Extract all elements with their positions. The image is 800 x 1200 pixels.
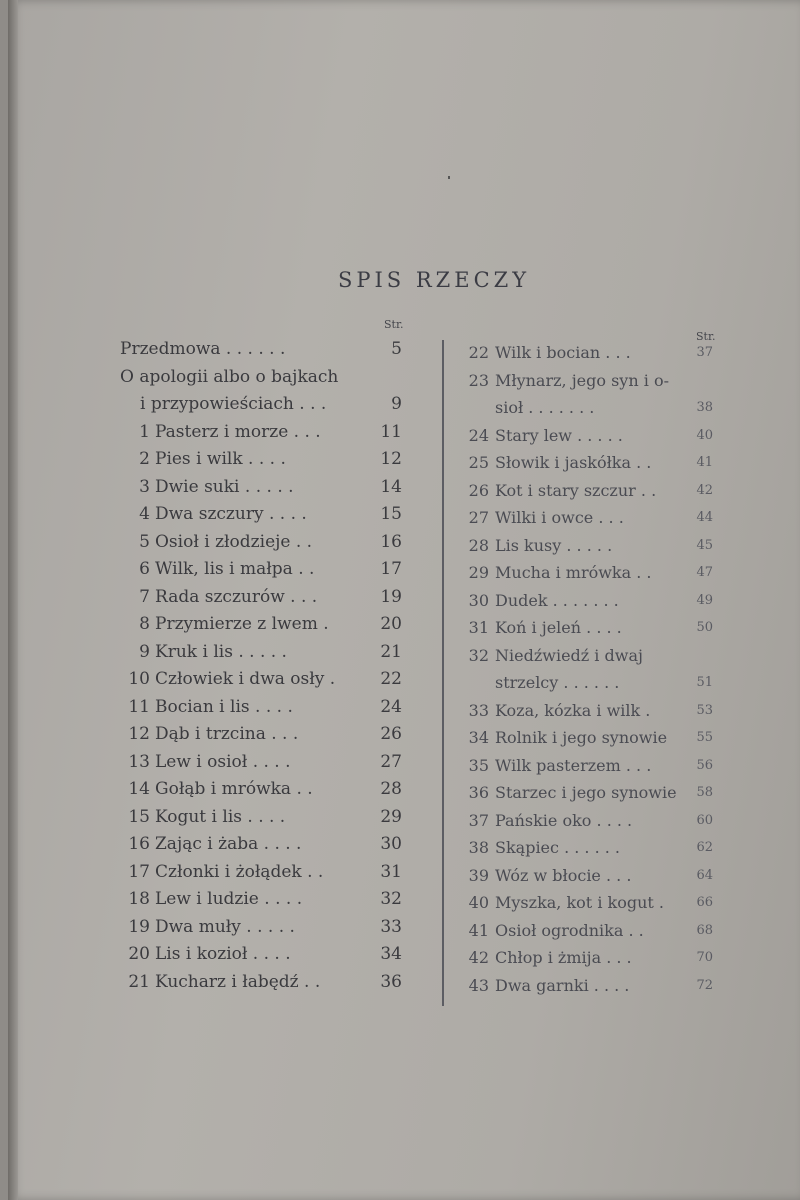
entry-page-number: 45 <box>696 537 713 553</box>
entry-title: i przypowieściach . . . <box>140 394 327 414</box>
entry-title: Lew i osioł . . . . <box>155 751 291 772</box>
entry-title: Przymierze z lwem . <box>155 614 329 634</box>
entry-title: Pasterz i morze . . . <box>155 421 321 442</box>
entry-title: Dąb i trzcina . . . <box>155 724 299 744</box>
toc-entry <box>120 639 402 667</box>
toc-entry <box>120 914 402 942</box>
entry-page-number: 15 <box>380 504 402 524</box>
entry-page-number: 17 <box>380 559 402 579</box>
toc-entry <box>463 449 713 477</box>
entry-number: 29 <box>468 563 489 582</box>
entry-number: 33 <box>468 700 489 720</box>
toc-entry <box>120 584 402 612</box>
entry-number: 13 <box>128 751 150 772</box>
entry-page-number: 33 <box>380 916 402 937</box>
entry-title: Niedźwiedź i dwaj <box>495 645 643 665</box>
toc-entry <box>463 862 713 890</box>
entry-page-number: 37 <box>696 345 713 360</box>
entry-number: 40 <box>468 893 489 912</box>
entry-number: 12 <box>128 724 150 744</box>
entry-page-number: 31 <box>380 861 402 882</box>
entry-page-number: 24 <box>380 696 402 717</box>
paper-speck <box>448 176 450 179</box>
entry-title: Człowiek i dwa osły . <box>155 669 336 689</box>
entry-title: Zając i żaba . . . . <box>155 834 302 854</box>
entry-page-number: 28 <box>380 779 402 799</box>
entry-title: Pies i wilk . . . . <box>155 449 286 469</box>
entry-page-number: 19 <box>380 586 402 607</box>
entry-page-number: 49 <box>696 592 713 608</box>
entry-title: Lis i kozioł . . . . <box>155 944 291 964</box>
entry-number: 6 <box>139 559 150 579</box>
left-str-label: Str. <box>384 318 404 331</box>
entry-title: Rolnik i jego synowie <box>495 728 668 747</box>
entry-page-number: 56 <box>696 757 713 773</box>
page-title: SPIS RZECZY <box>338 268 531 292</box>
book-page <box>8 0 800 1200</box>
toc-entry <box>120 391 402 419</box>
toc-entry <box>120 446 402 474</box>
toc-entry <box>120 749 402 777</box>
toc-entry <box>120 611 402 639</box>
entry-title: Wilk pasterzem . . . <box>495 755 652 775</box>
toc-entry <box>120 721 402 749</box>
entry-title: Wóz w błocie . . . <box>495 865 632 885</box>
entry-number: 20 <box>128 944 150 964</box>
entry-title: Dwa szczury . . . . <box>155 504 307 524</box>
entry-page-number: 64 <box>696 867 713 883</box>
entry-number: 9 <box>139 641 150 662</box>
entry-number: 11 <box>128 696 150 717</box>
entry-page-number: 22 <box>380 669 402 689</box>
entry-title: Gołąb i mrówka . . <box>155 779 313 799</box>
entry-page-number: 27 <box>380 751 402 772</box>
entry-number: 23 <box>468 370 489 390</box>
toc-entry <box>463 559 713 587</box>
entry-number: 24 <box>468 425 489 445</box>
entry-page-number: 36 <box>380 971 402 992</box>
toc-entry <box>120 336 402 364</box>
entry-title: Lew i ludzie . . . . <box>155 889 303 909</box>
entry-title: Słowik i jaskółka . . <box>495 453 652 472</box>
entry-number: 16 <box>128 834 150 854</box>
toc-entry <box>120 419 402 447</box>
toc-entry <box>463 587 713 615</box>
entry-number: 37 <box>468 810 489 830</box>
entry-title: Kucharz i łabędź . . <box>155 971 321 992</box>
entry-number: 3 <box>139 476 150 497</box>
entry-title: Wilki i owce . . . <box>495 508 624 527</box>
toc-entry <box>463 697 713 725</box>
entry-page-number: 40 <box>696 427 713 443</box>
toc-entry <box>120 529 402 557</box>
entry-title: Rada szczurów . . . <box>155 586 318 607</box>
toc-entry <box>463 807 713 835</box>
entry-title: Przedmowa . . . . . . <box>120 339 286 359</box>
entry-page-number: 26 <box>380 724 402 744</box>
toc-entry <box>120 364 339 392</box>
entry-page-number: 11 <box>380 421 402 442</box>
entry-page-number: 41 <box>696 455 713 470</box>
entry-page-number: 53 <box>696 702 713 718</box>
entry-number: 21 <box>128 971 150 992</box>
entry-number: 42 <box>468 948 489 967</box>
entry-title: strzelcy . . . . . . <box>495 673 620 692</box>
entry-title: Dwie suki . . . . . <box>155 476 294 497</box>
entry-title: sioł . . . . . . . <box>495 398 595 417</box>
entry-number: 8 <box>139 614 150 634</box>
entry-number: 28 <box>468 535 489 555</box>
toc-entry <box>463 752 713 780</box>
toc-entry <box>463 394 713 422</box>
entry-number: 39 <box>468 865 489 885</box>
toc-entry <box>120 969 402 997</box>
entry-number: 31 <box>468 618 489 637</box>
entry-title: Członki i żołądek . . <box>155 861 324 882</box>
entry-number: 35 <box>468 755 489 775</box>
entry-title: Koń i jeleń . . . . <box>495 618 622 637</box>
toc-entry <box>120 666 402 694</box>
entry-page-number: 21 <box>380 641 402 662</box>
entry-title: Dwa garnki . . . . <box>495 975 630 995</box>
entry-title: Dudek . . . . . . . <box>495 590 619 610</box>
toc-entry <box>463 972 713 1000</box>
entry-page-number: 58 <box>696 785 713 800</box>
entry-title: Dwa muły . . . . . <box>155 916 295 937</box>
entry-page-number: 62 <box>696 840 713 855</box>
entry-page-number: 16 <box>380 531 402 552</box>
entry-title: Młynarz, jego syn i o- <box>495 370 669 390</box>
entry-number: 7 <box>139 586 150 607</box>
toc-entry <box>120 501 402 529</box>
toc-entry <box>120 941 402 969</box>
entry-page-number: 50 <box>696 620 713 635</box>
toc-entry <box>120 694 402 722</box>
page-edge <box>8 0 18 1200</box>
entry-title: Stary lew . . . . . <box>495 425 623 445</box>
toc-left-column <box>120 336 402 996</box>
entry-title: Kruk i lis . . . . . <box>155 641 287 662</box>
entry-title: Lis kusy . . . . . <box>495 535 613 555</box>
entry-title: Osioł ogrodnika . . <box>495 920 644 940</box>
entry-page-number: 14 <box>380 476 402 497</box>
toc-entry <box>463 889 713 917</box>
entry-title: Osioł i złodzieje . . <box>155 531 313 552</box>
entry-page-number: 32 <box>380 889 402 909</box>
toc-entry <box>463 834 713 862</box>
toc-entry <box>463 367 669 395</box>
entry-page-number: 34 <box>380 944 402 964</box>
entry-page-number: 55 <box>696 730 713 745</box>
entry-page-number: 66 <box>696 895 713 910</box>
entry-number: 41 <box>468 920 489 940</box>
entry-number: 1 <box>139 421 150 442</box>
toc-entry <box>120 804 402 832</box>
entry-number: 4 <box>139 504 150 524</box>
entry-title: Chłop i żmija . . . <box>495 948 632 967</box>
entry-number: 34 <box>468 728 489 747</box>
toc-entry <box>463 614 713 642</box>
entry-number: 19 <box>128 916 150 937</box>
entry-page-number: 38 <box>696 400 713 415</box>
toc-right-column <box>463 339 713 999</box>
entry-number: 17 <box>128 861 150 882</box>
entry-title: Mucha i mrówka . . <box>495 563 652 582</box>
entry-title: Kot i stary szczur . . <box>495 480 657 500</box>
entry-page-number: 5 <box>391 339 402 359</box>
entry-title: Koza, kózka i wilk . <box>495 700 651 720</box>
entry-page-number: 60 <box>696 812 713 828</box>
toc-entry <box>463 642 643 670</box>
entry-page-number: 12 <box>380 449 402 469</box>
entry-title: Myszka, kot i kogut . <box>495 893 664 912</box>
entry-number: 25 <box>468 453 489 472</box>
entry-number: 22 <box>468 343 489 362</box>
toc-entry <box>463 532 713 560</box>
entry-number: 30 <box>468 590 489 610</box>
entry-number: 38 <box>468 838 489 857</box>
entry-title: Wilk i bocian . . . <box>495 343 631 362</box>
toc-entry <box>463 779 713 807</box>
entry-number: 10 <box>128 669 150 689</box>
entry-number: 15 <box>128 806 150 827</box>
toc-entry <box>463 339 713 367</box>
entry-number: 43 <box>468 975 489 995</box>
entry-number: 18 <box>128 889 150 909</box>
toc-entry <box>463 724 713 752</box>
toc-entry <box>463 477 713 505</box>
right-str-label: Str. <box>696 330 716 343</box>
entry-number: 27 <box>468 508 489 527</box>
entry-page-number: 20 <box>380 614 402 634</box>
entry-title: Skąpiec . . . . . . <box>495 838 621 857</box>
entry-page-number: 70 <box>696 950 713 965</box>
entry-number: 5 <box>139 531 150 552</box>
entry-page-number: 29 <box>380 806 402 827</box>
entry-number: 26 <box>468 480 489 500</box>
entry-page-number: 42 <box>696 482 713 498</box>
entry-number: 36 <box>468 783 489 802</box>
toc-entry <box>120 556 402 584</box>
entry-page-number: 51 <box>696 675 713 690</box>
column-divider <box>442 340 444 1006</box>
entry-number: 32 <box>468 645 489 665</box>
entry-number: 2 <box>139 449 150 469</box>
entry-page-number: 30 <box>380 834 402 854</box>
toc-entry <box>120 474 402 502</box>
toc-entry <box>463 422 713 450</box>
entry-title: O apologii albo o bajkach <box>120 366 339 387</box>
entry-title: Wilk, lis i małpa . . <box>155 559 315 579</box>
toc-entry <box>463 504 713 532</box>
entry-title: Pańskie oko . . . . <box>495 810 633 830</box>
entry-title: Starzec i jego synowie <box>495 783 677 802</box>
entry-page-number: 47 <box>696 565 713 580</box>
entry-page-number: 9 <box>391 394 402 414</box>
toc-entry <box>463 944 713 972</box>
toc-entry <box>120 831 402 859</box>
toc-entry <box>120 776 402 804</box>
entry-number: 14 <box>128 779 150 799</box>
toc-entry <box>120 859 402 887</box>
entry-page-number: 72 <box>696 977 713 993</box>
entry-page-number: 68 <box>696 922 713 938</box>
entry-title: Bocian i lis . . . . <box>155 696 293 717</box>
entry-title: Kogut i lis . . . . <box>155 806 286 827</box>
entry-page-number: 44 <box>696 510 713 525</box>
toc-entry <box>463 669 713 697</box>
toc-entry <box>463 917 713 945</box>
toc-entry <box>120 886 402 914</box>
